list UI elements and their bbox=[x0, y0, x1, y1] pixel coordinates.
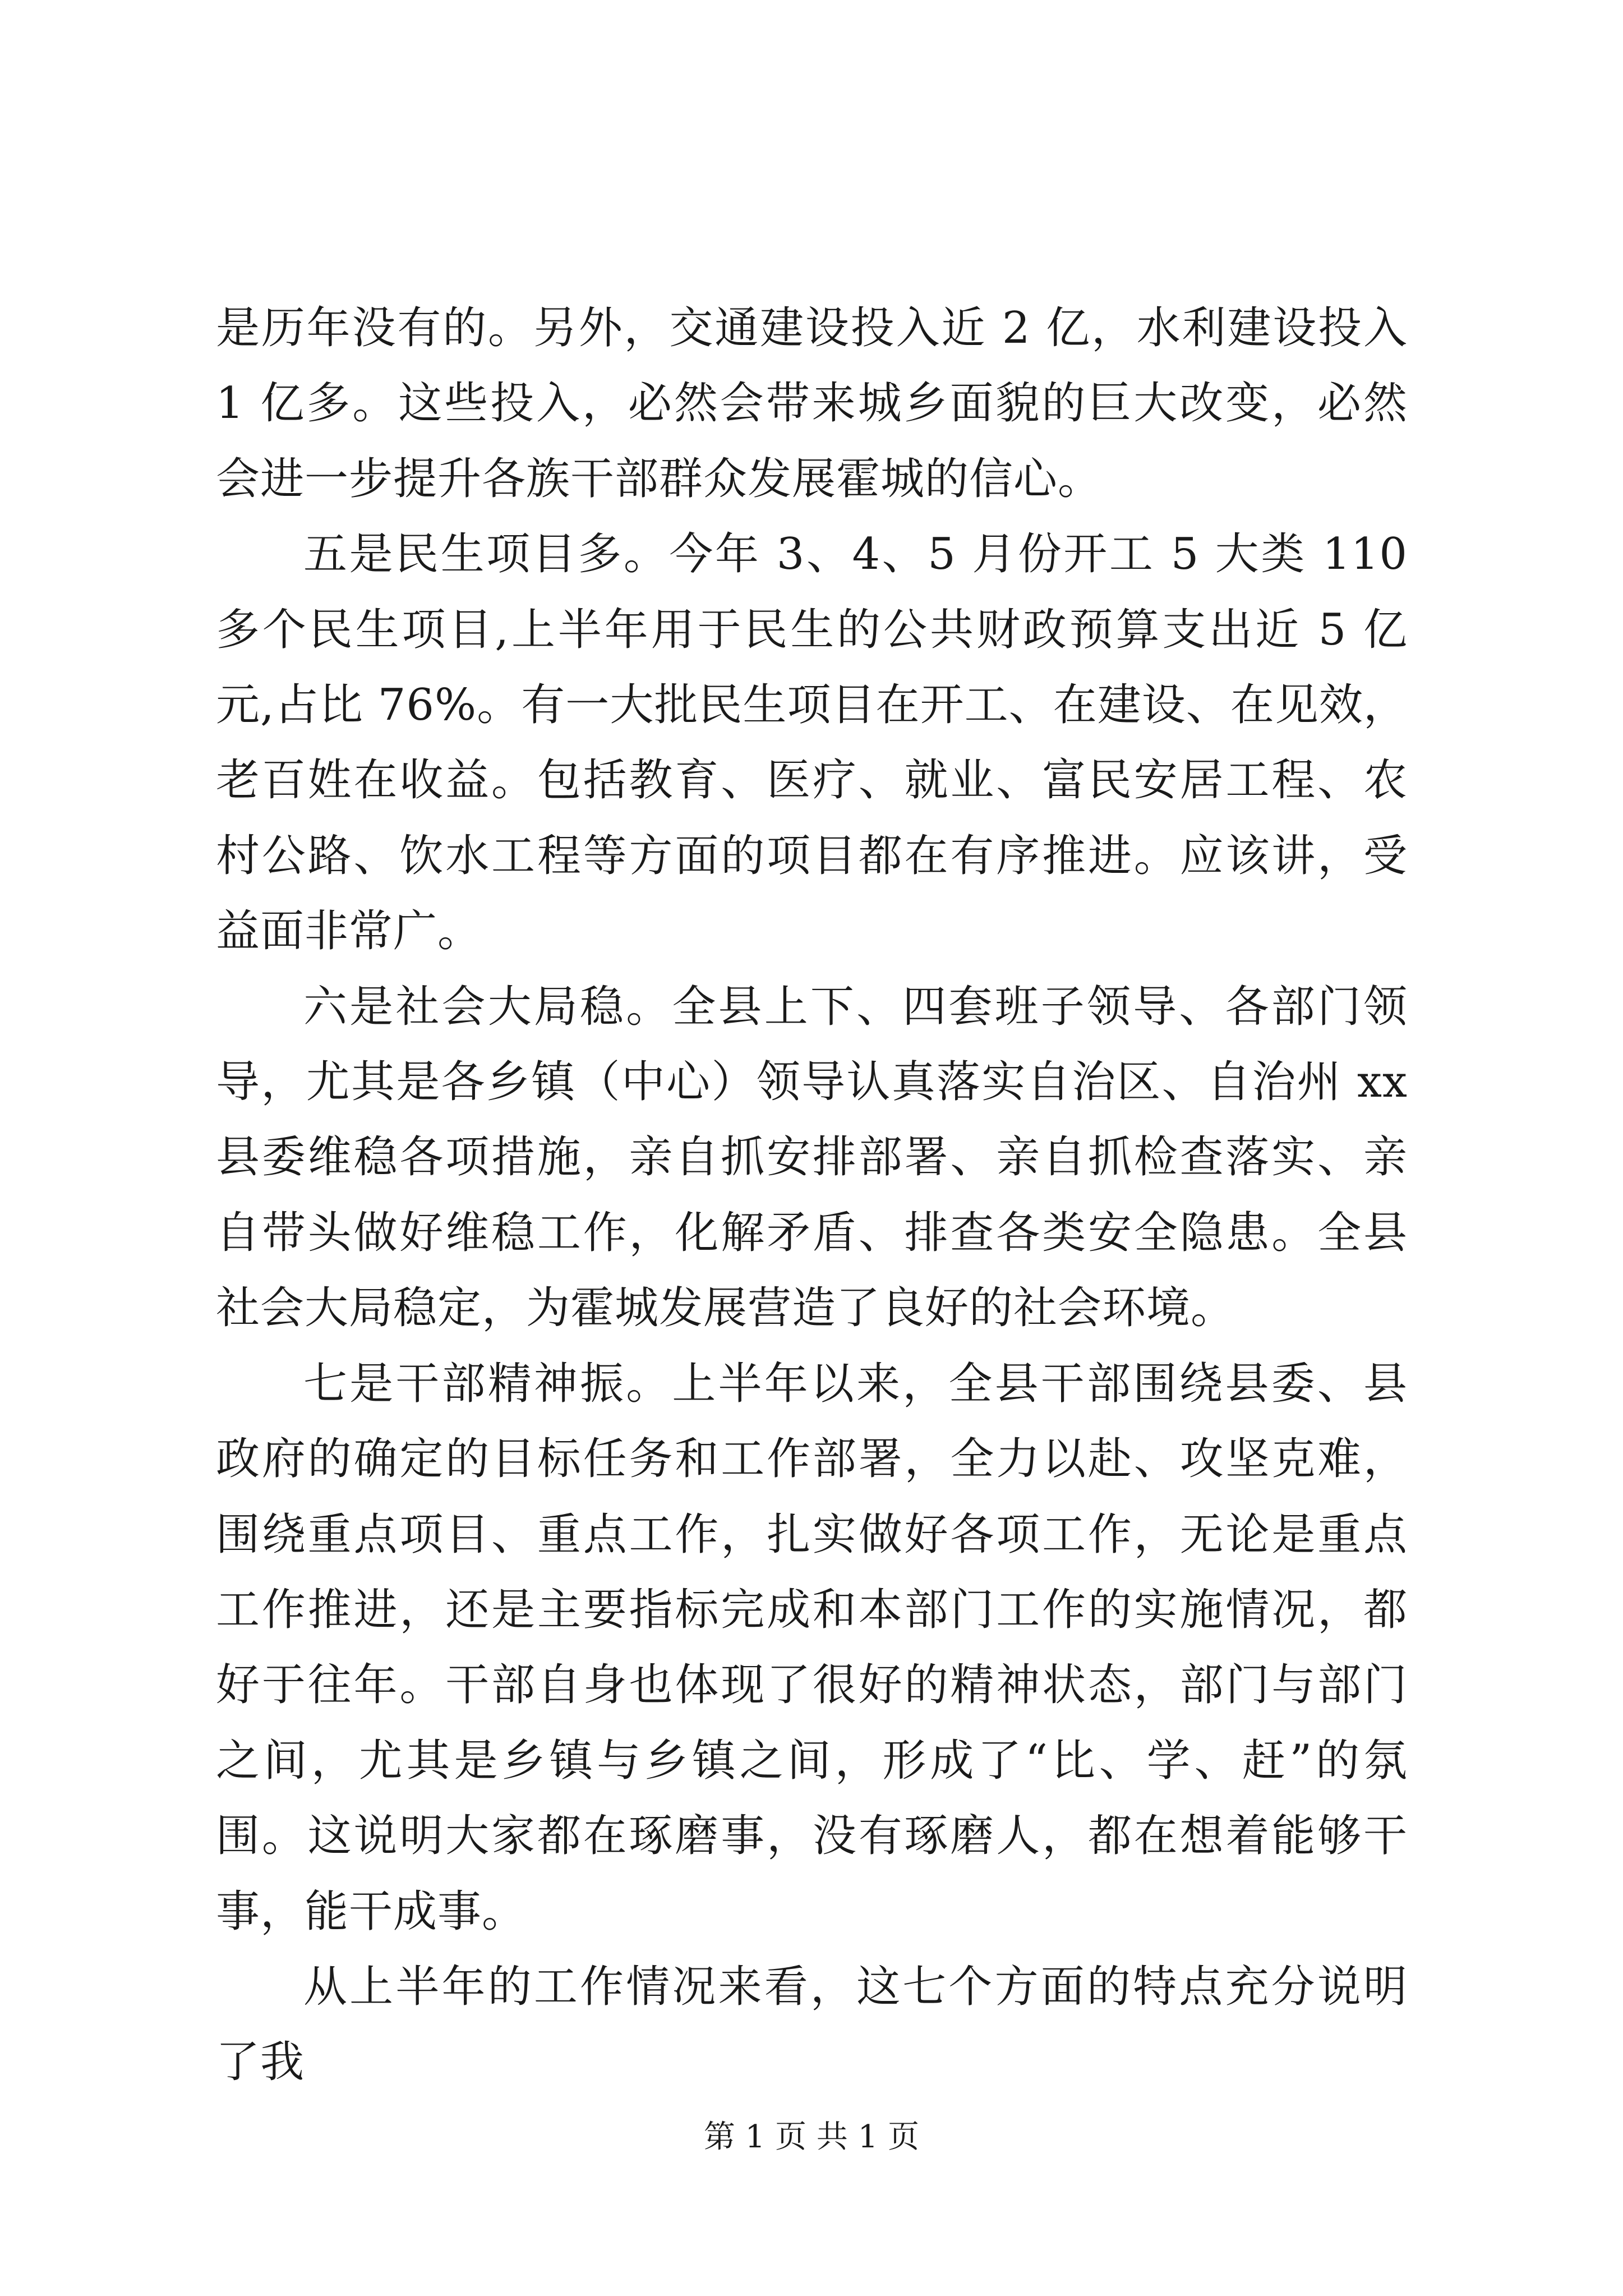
paragraph: 五是民生项目多。今年 3、4、5 月份开工 5 大类 110 多个民生项目,上半年用于民生的公共财政预算支出近 5 亿元,占比 76%。有一大批民生项目在开工、在建设、在见效，老百姓在收益。包括教育、医疗、就业、富民安居工程、农村公路、饮水工程等方面的项目都在有序推进。应该讲，受益面非常广。 bbox=[216, 529, 1408, 957]
paragraph: 从上半年的工作情况来看，这七个方面的特点充分说明了我 bbox=[216, 1961, 1408, 2088]
page-footer: 第 1 页 共 1 页 bbox=[703, 2119, 920, 2155]
document-body bbox=[216, 291, 1408, 2100]
paragraph: 七是干部精神振。上半年以来，全县干部围绕县委、县政府的确定的目标任务和工作部署，全力以赴、攻坚克难，围绕重点项目、重点工作，扎实做好各项工作，无论是重点工作推进，还是主要指标完成和本部门工作的实施情况，都好于往年。干部自身也体现了很好的精神状态，部门与部门之间，尤其是乡镇与乡镇之间，形成了“比、学、赶”的氛围。这说明大家都在琢磨事，没有琢磨人，都在想着能够干事，能干成事。 bbox=[216, 1358, 1408, 1937]
paragraph: 六是社会大局稳。全县上下、四套班子领导、各部门领导，尤其是各乡镇（中心）领导认真落实自治区、自治州 xx 县委维稳各项措施，亲自抓安排部署、亲自抓检查落实、亲自带头做好维稳工作，化解矛盾、排查各类安全隐患。全县社会大局稳定，为霍城发展营造了良好的社会环境。 bbox=[216, 981, 1408, 1334]
paragraph: 是历年没有的。另外，交通建设投入近 2 亿，水利建设投入 1 亿多。这些投入，必然会带来城乡面貌的巨大改变，必然会进一步提升各族干部群众发展霍城的信心。 bbox=[216, 303, 1408, 504]
